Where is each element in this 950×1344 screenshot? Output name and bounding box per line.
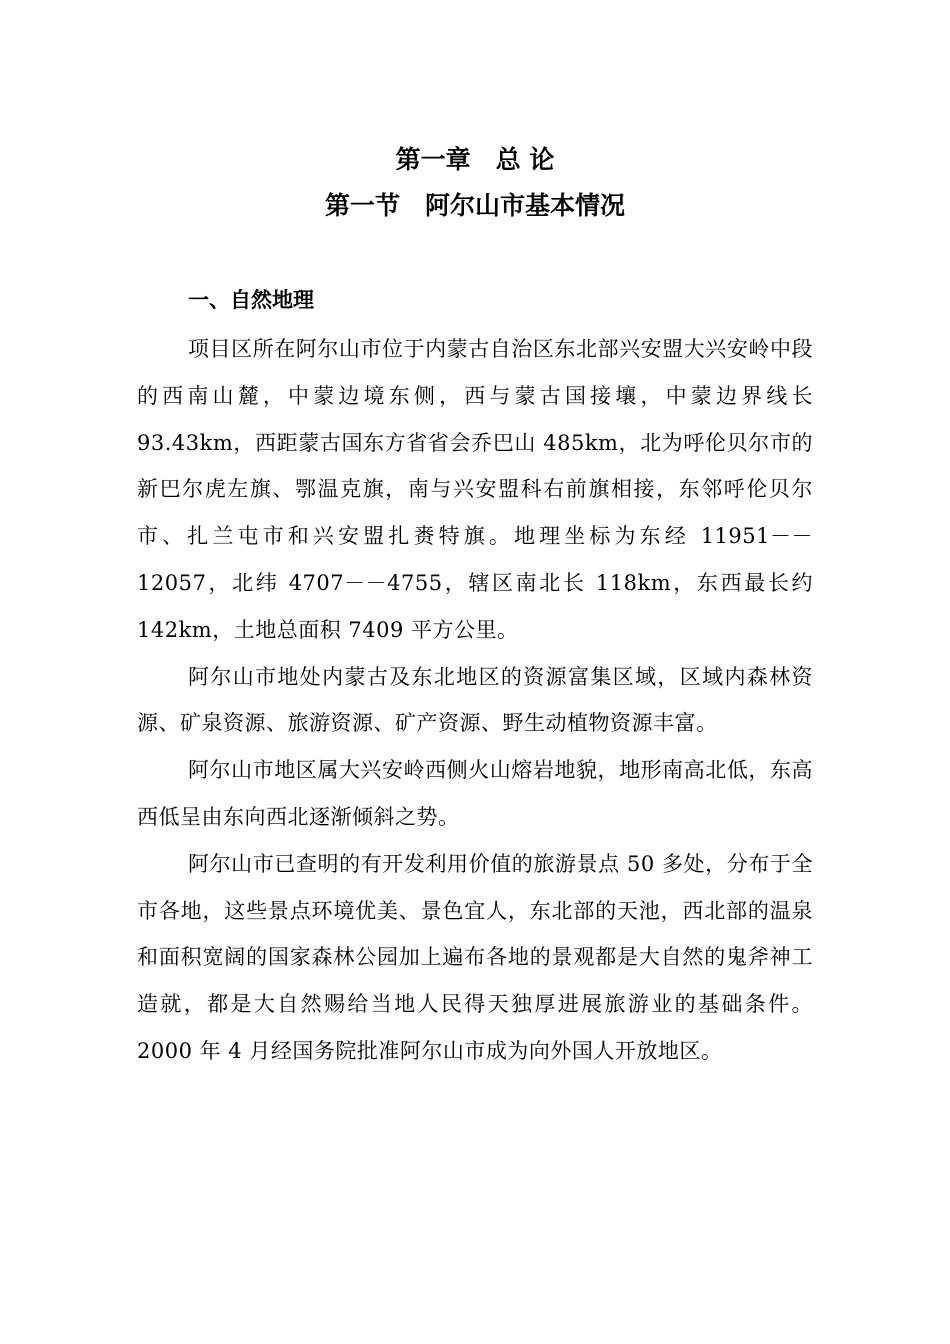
body-text — [137, 326, 813, 1075]
chapter-title: 第一章 总 论 — [395, 145, 555, 174]
section-title: 第一节 阿尔山市基本情况 — [324, 191, 625, 220]
subsection-heading: 一、自然地理 — [188, 288, 314, 312]
paragraph-tourism: 阿尔山市已查明的有开发利用价值的旅游景点 50 多处，分布于全市各地，这些景点环境优美、景色宜人，东北部的天池，西北部的温泉和面积宽阔的国家森林公园加上遍布各地的景观都是大自然的鬼斧神工造就，都是大自然赐给当地人民得天独厚进展旅游业的基础条件。2000 年 4 月经国务院批准阿尔山市成为向外国人开放地区。 — [137, 851, 813, 1063]
paragraph-location: 项目区所在阿尔山市位于内蒙古自治区东北部兴安盟大兴安岭中段的西南山麓，中蒙边境东侧，西与蒙古国接壤，中蒙边界线长 93.43km，西距蒙古国东方省省会乔巴山 485km，北为呼伦贝尔市的新巴尔虎左旗、鄂温克旗，南与兴安盟科右前旗相接，东邻呼伦贝尔市、扎兰屯市和兴安盟扎赉特旗。地理坐标为东经 11951－－12057，北纬 4707－－4755，辖区南北长 118km，东西最长约 142km，土地总面积 7409 平方公里。 — [137, 337, 813, 642]
paragraph-terrain: 阿尔山市地区属大兴安岭西侧火山熔岩地貌，地形南高北低，东高西低呈由东向西北逐渐倾斜之势。 — [137, 758, 813, 829]
paragraph-resources: 阿尔山市地处内蒙古及东北地区的资源富集区域，区域内森林资源、矿泉资源、旅游资源、矿产资源、野生动植物资源丰富。 — [137, 664, 813, 736]
